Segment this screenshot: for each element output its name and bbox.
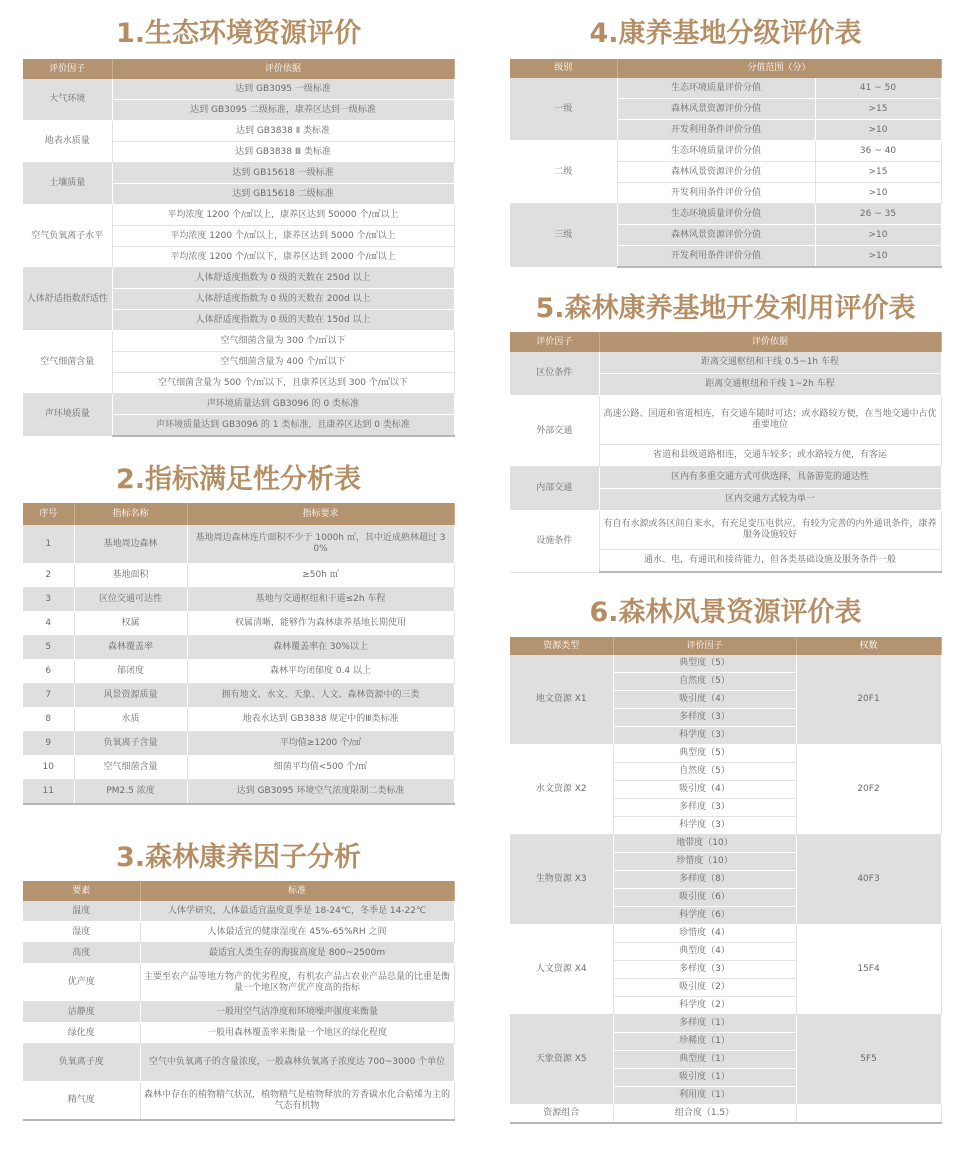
column-header: 标准 [140,881,454,901]
criterion-cell: 省道和县级道路相连，交通车较多；或水路较方便，有客运 [599,445,941,467]
table-row [23,1023,454,1044]
table-row [510,1105,941,1124]
criterion-cell: 空气细菌含量为 500 个/㎥以下，且康养区达到 300 个/㎥以下 [112,373,454,394]
table-row [510,655,941,673]
evaluation-factor-cell: 珍稀度（1） [613,1033,796,1051]
standard-cell: 人体最适宜的健康湿度在 45%-65%RH 之间 [140,922,454,943]
index-cell: 10 [23,756,74,780]
standard-cell: 一般用空气洁净度和环境噪声强度来衡量 [140,1002,454,1023]
score-item-cell: 开发利用条件评价分值 [617,120,815,141]
column-header: 级别 [510,59,617,78]
score-item-cell: 开发利用条件评价分值 [617,246,815,268]
evaluation-factor-cell: 利用度（1） [613,1087,796,1105]
score-range-cell: >10 [815,120,941,141]
evaluation-factor-cell: 多样度（1） [613,1015,796,1033]
resource-type-cell: 地文资源 X1 [510,655,613,745]
element-cell: 温度 [23,901,140,922]
score-item-cell: 生态环境质量评价分值 [617,78,815,99]
scenery-table [510,637,942,1124]
column-header: 评价因子 [23,59,112,79]
evaluation-factor-cell: 科学度（3） [613,817,796,835]
column-header: 资源类型 [510,637,613,655]
criterion-cell: 通水、电，有通讯和接待能力，但各类基础设施及服务条件一般 [599,550,941,573]
table-row [23,205,454,226]
criterion-cell: 平均浓度 1200 个/㎤以下，康养区达到 2000 个/㎤以上 [112,247,454,268]
name-cell: 负氧离子含量 [74,732,187,756]
evaluation-factor-cell: 多样度（3） [613,961,796,979]
criterion-cell: 人体舒适度指数为 0 级的天数在 200d 以上 [112,289,454,310]
evaluation-factor-cell: 典型度（5） [613,655,796,673]
table-row [510,204,941,225]
requirement-cell: 地表水达到 GB3838 规定中的Ⅲ类标准 [187,708,454,732]
criterion-cell: 达到 GB3838 Ⅲ 类标准 [112,142,454,163]
evaluation-factor-cell: 自然度（5） [613,673,796,691]
table-6-title: 6.森林风景资源评价表 [589,597,862,628]
index-cell: 8 [23,708,74,732]
development-table [510,332,942,573]
index-cell: 6 [23,660,74,684]
criterion-cell: 人体舒适度指数为 0 级的天数在 150d 以上 [112,310,454,331]
factor-cell: 大气环境 [23,79,112,121]
requirement-cell: 森林覆盖率在 30%以上 [187,636,454,660]
name-cell: 区位交通可达性 [74,588,187,612]
column-header: 序号 [23,503,74,525]
index-cell: 7 [23,684,74,708]
element-cell: 负氧离子度 [23,1044,140,1082]
table-row [23,1082,454,1121]
table-row [23,564,454,588]
name-cell: PM2.5 浓度 [74,780,187,805]
grade-table [510,59,942,268]
table-header-row [23,881,454,901]
factor-cell: 空气细菌含量 [23,331,112,394]
table-row [510,352,941,374]
requirement-cell: 森林平均闭郁度 0.4 以上 [187,660,454,684]
criterion-cell: 距离交通枢纽和干线 0.5~1h 车程 [599,352,941,374]
score-item-cell: 森林风景资源评价分值 [617,99,815,120]
standard-cell: 人体学研究，人体最适宜温度夏季是 18-24℃，冬季是 14-22℃ [140,901,454,922]
table-row [510,396,941,445]
table-row [23,732,454,756]
table-4-title: 4.康养基地分级评价表 [589,18,862,49]
index-cell: 11 [23,780,74,805]
table-row [510,745,941,763]
requirement-cell: 基地与交通枢纽和干道≤2h 车程 [187,588,454,612]
weight-cell [796,1105,941,1124]
evaluation-factor-cell: 科学度（2） [613,997,796,1015]
level-cell: 一级 [510,78,617,141]
resource-type-cell: 人文资源 X4 [510,925,613,1015]
evaluation-factor-cell: 地带度（10） [613,835,796,853]
factor-cell: 空气负氧离子水平 [23,205,112,268]
factor-cell: 人体舒适指数舒适性 [23,268,112,331]
table-5-title: 5.森林康养基地开发利用评价表 [535,293,916,324]
table-row [510,925,941,943]
table-header-row [510,59,941,78]
element-cell: 洁静度 [23,1002,140,1023]
table-row [23,684,454,708]
criterion-cell: 达到 GB15618 一级标准 [112,163,454,184]
evaluation-factor-cell: 吸引度（4） [613,781,796,799]
evaluation-factor-cell: 多样度（3） [613,709,796,727]
factor-cell: 声环境质量 [23,394,112,437]
column-header: 分值范围（分） [617,59,941,78]
name-cell: 风景资源质量 [74,684,187,708]
table-1-title: 1.生态环境资源评价 [115,18,362,49]
element-cell: 精气度 [23,1082,140,1121]
evaluation-factor-cell: 自然度（5） [613,763,796,781]
score-range-cell: >10 [815,246,941,268]
table-row [23,331,454,352]
score-item-cell: 森林风景资源评价分值 [617,162,815,183]
table-row [23,660,454,684]
criterion-cell: 平均浓度 1200 个/㎤以上，康养区达到 5000 个/㎤以上 [112,226,454,247]
table-row [510,511,941,550]
column-header: 权数 [796,637,941,655]
table-row [23,901,454,922]
criterion-cell: 区内有多重交通方式可供选择，具备游览的通达性 [599,467,941,489]
level-cell: 三级 [510,204,617,268]
column-header: 指标要求 [187,503,454,525]
index-cell: 9 [23,732,74,756]
evaluation-factor-cell: 典型度（4） [613,943,796,961]
score-range-cell: 41 ~ 50 [815,78,941,99]
table-3-title: 3.森林康养因子分析 [115,842,362,873]
criterion-cell: 有自有水源或各区间自来水，有充足变压电供应，有较为完善的内外通讯条件，康养服务设施较好 [599,511,941,550]
evaluation-factor-cell: 多样度（3） [613,799,796,817]
criterion-cell: 空气细菌含量为 300 个/㎥以下 [112,331,454,352]
requirement-cell: ≥50h ㎡ [187,564,454,588]
factor-cell: 内部交通 [510,467,599,511]
score-range-cell: 36 ~ 40 [815,141,941,162]
name-cell: 水质 [74,708,187,732]
name-cell: 基地面积 [74,564,187,588]
column-header: 指标名称 [74,503,187,525]
table-row [23,612,454,636]
table-row [23,922,454,943]
table-row [23,588,454,612]
weight-cell: 20F2 [796,745,941,835]
index-cell: 4 [23,612,74,636]
requirement-cell: 平均值≥1200 个/㎤ [187,732,454,756]
standard-cell: 最适宜人类生存的海拔高度是 800~2500m [140,943,454,964]
requirement-cell: 细菌平均值<500 个/㎥ [187,756,454,780]
weight-cell: 40F3 [796,835,941,925]
element-cell: 优产度 [23,964,140,1002]
element-cell: 高度 [23,943,140,964]
table-row [23,943,454,964]
name-cell: 权属 [74,612,187,636]
table-row [510,1015,941,1033]
evaluation-factor-cell: 组合度（1.5） [613,1105,796,1124]
weight-cell: 5F5 [796,1015,941,1105]
criterion-cell: 区内交通方式较为单一 [599,489,941,511]
table-row [23,268,454,289]
criterion-cell: 人体舒适度指数为 0 级的天数在 250d 以上 [112,268,454,289]
standard-cell: 空气中负氧离子的含量浓度，一般森林负氧离子浓度达 700~3000 个单位 [140,1044,454,1082]
resource-type-cell: 水文资源 X2 [510,745,613,835]
criterion-cell: 空气细菌含量为 400 个/㎥以下 [112,352,454,373]
resource-type-cell: 生物资源 X3 [510,835,613,925]
evaluation-factor-cell: 多样度（8） [613,871,796,889]
score-range-cell: >15 [815,162,941,183]
column-header: 评价因子 [613,637,796,655]
index-cell: 5 [23,636,74,660]
requirement-cell: 权属清晰，能够作为森林康养基地长期使用 [187,612,454,636]
table-row [23,163,454,184]
table-row [23,964,454,1002]
evaluation-factor-cell: 吸引度（1） [613,1069,796,1087]
table-row [23,121,454,142]
score-range-cell: >10 [815,225,941,246]
score-range-cell: >15 [815,99,941,120]
score-item-cell: 森林风景资源评价分值 [617,225,815,246]
index-cell: 1 [23,525,74,564]
score-item-cell: 生态环境质量评价分值 [617,204,815,225]
factor-cell: 设施条件 [510,511,599,573]
criterion-cell: 达到 GB3095 二级标准，康养区达到一级标准 [112,100,454,121]
evaluation-factor-cell: 吸引度（2） [613,979,796,997]
evaluation-factor-cell: 珍惜度（10） [613,853,796,871]
indicator-table [23,503,455,805]
criterion-cell: 达到 GB3838 Ⅱ 类标准 [112,121,454,142]
column-header: 评价因子 [510,332,599,352]
element-cell: 湿度 [23,922,140,943]
evaluation-factor-cell: 科学度（6） [613,907,796,925]
table-row [23,79,454,100]
resource-type-cell: 资源组合 [510,1105,613,1124]
table-header-row [23,503,454,525]
table-row [23,1044,454,1082]
evaluation-factor-cell: 典型度（1） [613,1051,796,1069]
weight-cell: 15F4 [796,925,941,1015]
table-header-row [510,332,941,352]
evaluation-factor-cell: 典型度（5） [613,745,796,763]
evaluation-factor-cell: 吸引度（6） [613,889,796,907]
factor-cell: 土壤质量 [23,163,112,205]
level-cell: 二级 [510,141,617,204]
table-header-row [510,637,941,655]
column-header: 要素 [23,881,140,901]
name-cell: 基地周边森林 [74,525,187,564]
standard-cell: 森林中存在的植物精气状况，植物精气是植物释放的芳香碳水化合萜烯为主的气态有机物 [140,1082,454,1121]
requirement-cell: 基地周边森林连片面积不少于 1000h ㎡，其中近成熟林超过 30% [187,525,454,564]
criterion-cell: 距离交通枢纽和干线 1~2h 车程 [599,374,941,396]
factor-table [23,881,455,1121]
table-row [510,78,941,99]
criterion-cell: 声环境质量达到 GB3096 的 0 类标准 [112,394,454,415]
criterion-cell: 声环境质量达到 GB3096 的 1 类标准，且康养区达到 0 类标准 [112,415,454,437]
factor-cell: 地表水质量 [23,121,112,163]
eco-environment-table [23,59,455,437]
table-row [23,394,454,415]
table-row [510,141,941,162]
table-row [510,835,941,853]
factor-cell: 区位条件 [510,352,599,396]
index-cell: 3 [23,588,74,612]
table-row [23,1002,454,1023]
table-row [23,756,454,780]
factor-cell: 外部交通 [510,396,599,467]
name-cell: 空气细菌含量 [74,756,187,780]
name-cell: 郁闭度 [74,660,187,684]
criterion-cell: 高速公路、国道和省道相连，有交通车随时可达；或水路较方便，在当地交通中占优重要地位 [599,396,941,445]
criterion-cell: 平均浓度 1200 个/㎤以上，康养区达到 50000 个/㎤以上 [112,205,454,226]
score-item-cell: 生态环境质量评价分值 [617,141,815,162]
table-row [23,525,454,564]
weight-cell: 20F1 [796,655,941,745]
resource-type-cell: 天象资源 X5 [510,1015,613,1105]
name-cell: 森林覆盖率 [74,636,187,660]
column-header: 评价依据 [112,59,454,79]
criterion-cell: 达到 GB3095 一级标准 [112,79,454,100]
requirement-cell: 拥有地文、水文、天象、人文、森林资源中的三类 [187,684,454,708]
evaluation-factor-cell: 珍惜度（4） [613,925,796,943]
table-header-row [23,59,454,79]
table-row [23,708,454,732]
criterion-cell: 达到 GB15618 二级标准 [112,184,454,205]
standard-cell: 主要至农产品等地方物产的优劣程度，有机农产品占农业产品总量的比重是衡量一个地区物产优产度高的指标 [140,964,454,1002]
table-row [23,780,454,805]
table-row [510,467,941,489]
table-row [23,636,454,660]
requirement-cell: 达到 GB3095 环境空气浓度限制二类标准 [187,780,454,805]
score-item-cell: 开发利用条件评价分值 [617,183,815,204]
evaluation-factor-cell: 吸引度（4） [613,691,796,709]
score-range-cell: 26 ~ 35 [815,204,941,225]
table-2-title: 2.指标满足性分析表 [115,464,362,495]
standard-cell: 一般用森林覆盖率来衡量一个地区的绿化程度 [140,1023,454,1044]
index-cell: 2 [23,564,74,588]
column-header: 评价依据 [599,332,941,352]
evaluation-factor-cell: 科学度（3） [613,727,796,745]
element-cell: 绿化度 [23,1023,140,1044]
score-range-cell: >10 [815,183,941,204]
